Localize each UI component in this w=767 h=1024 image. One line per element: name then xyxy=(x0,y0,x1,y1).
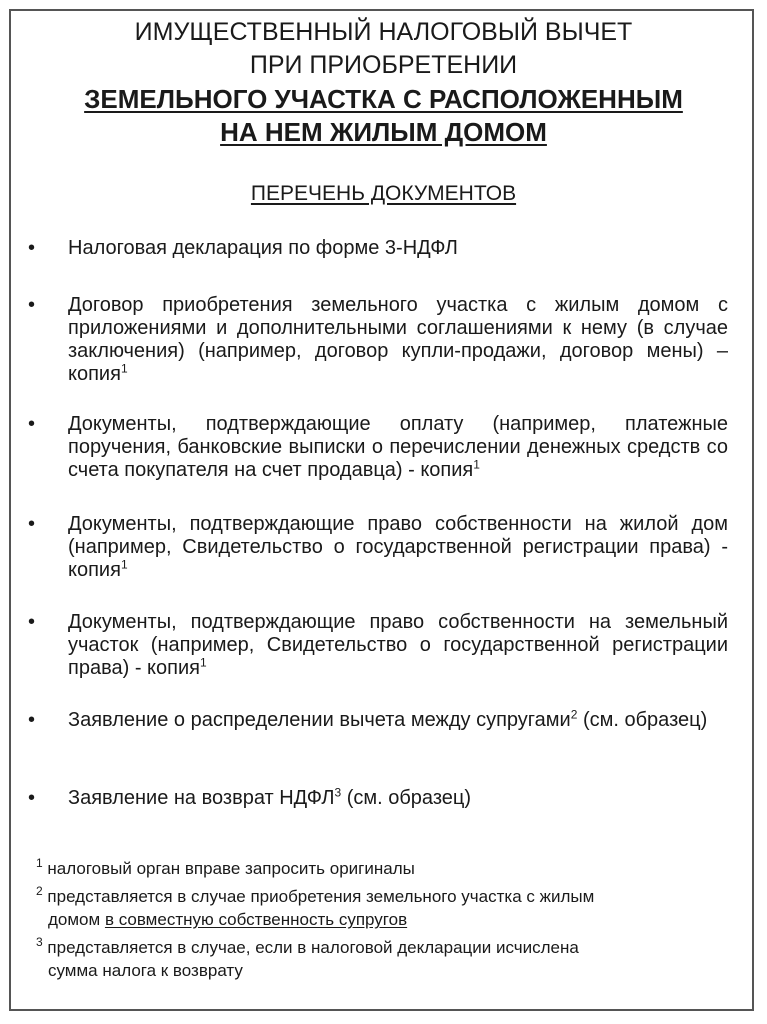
footnote-mark: 1 xyxy=(36,856,43,870)
list-item-text: Документы, подтверждающие право собственности на земельный участок (например, Свидетельство о государственной регистрации права) - копия$^1$ xyxy=(68,611,728,679)
footnote-3 xyxy=(36,931,726,982)
footnotes xyxy=(36,852,726,982)
title-line-3: ЗЕМЕЛЬНОГО УЧАСТКА С РАСПОЛОЖЕННЫМ xyxy=(84,84,683,114)
footnote-text: представляется в случае, если в налоговой декларации исчислена xyxy=(42,938,579,957)
list-item-text: Заявление на возврат НДФЛ$^3$ (см. образец) xyxy=(68,785,472,809)
list-item-text: Документы, подтверждающие право собственности на жилой дом (например, Свидетельство о государственной регистрации права) - копия$^1$ xyxy=(68,513,728,581)
bullet-icon: • xyxy=(28,237,36,259)
document-list-heading: ПЕРЕЧЕНЬ ДОКУМЕНТОВ xyxy=(250,182,517,205)
bullet-icon: • xyxy=(28,787,36,809)
footnote-continuation: сумма налога к возврату xyxy=(48,961,243,980)
title-line-4: НА НЕМ ЖИЛЫМ ДОМОМ xyxy=(220,117,547,147)
footnote-mark: 3 xyxy=(36,935,43,949)
list-item-text: Налоговая декларация по форме 3-НДФЛ xyxy=(68,237,458,259)
footnote-1 xyxy=(36,852,726,880)
footnote-2 xyxy=(36,880,726,931)
title-line-2: ПРИ ПРИОБРЕТЕНИИ xyxy=(249,51,518,79)
footnote-continuation: домом xyxy=(48,910,105,929)
footnote-text: налоговый орган вправе запросить оригиналы xyxy=(42,859,415,878)
bullet-icon: • xyxy=(28,294,36,316)
footnote-underlined-phrase: в совместную собственность супругов xyxy=(104,910,408,929)
list-item-text: Заявление о распределении вычета между супругами$^2$ (см. образец) xyxy=(68,707,708,731)
list-item-text: Договор приобретения земельного участка с жилым домом с приложениями и дополнительными соглашениями к нему (в случае заключения) (например, договор купли-продажи, договор мены) – копия$^1$ xyxy=(68,294,728,385)
bullet-icon: • xyxy=(28,513,36,535)
footnote-text: представляется в случае приобретения земельного участка с жилым xyxy=(42,887,595,906)
bullet-icon: • xyxy=(28,709,36,731)
bullet-icon: • xyxy=(28,413,36,435)
bullet-icon: • xyxy=(28,611,36,633)
list-item-text: Документы, подтверждающие оплату (например, платежные поручения, банковские выписки о перечислении денежных средств со счета покупателя на счет продавца) - копия$^1$ xyxy=(68,413,728,481)
footnote-mark: 2 xyxy=(36,884,43,898)
title-line-1: ИМУЩЕСТВЕННЫЙ НАЛОГОВЫЙ ВЫЧЕТ xyxy=(134,18,633,46)
